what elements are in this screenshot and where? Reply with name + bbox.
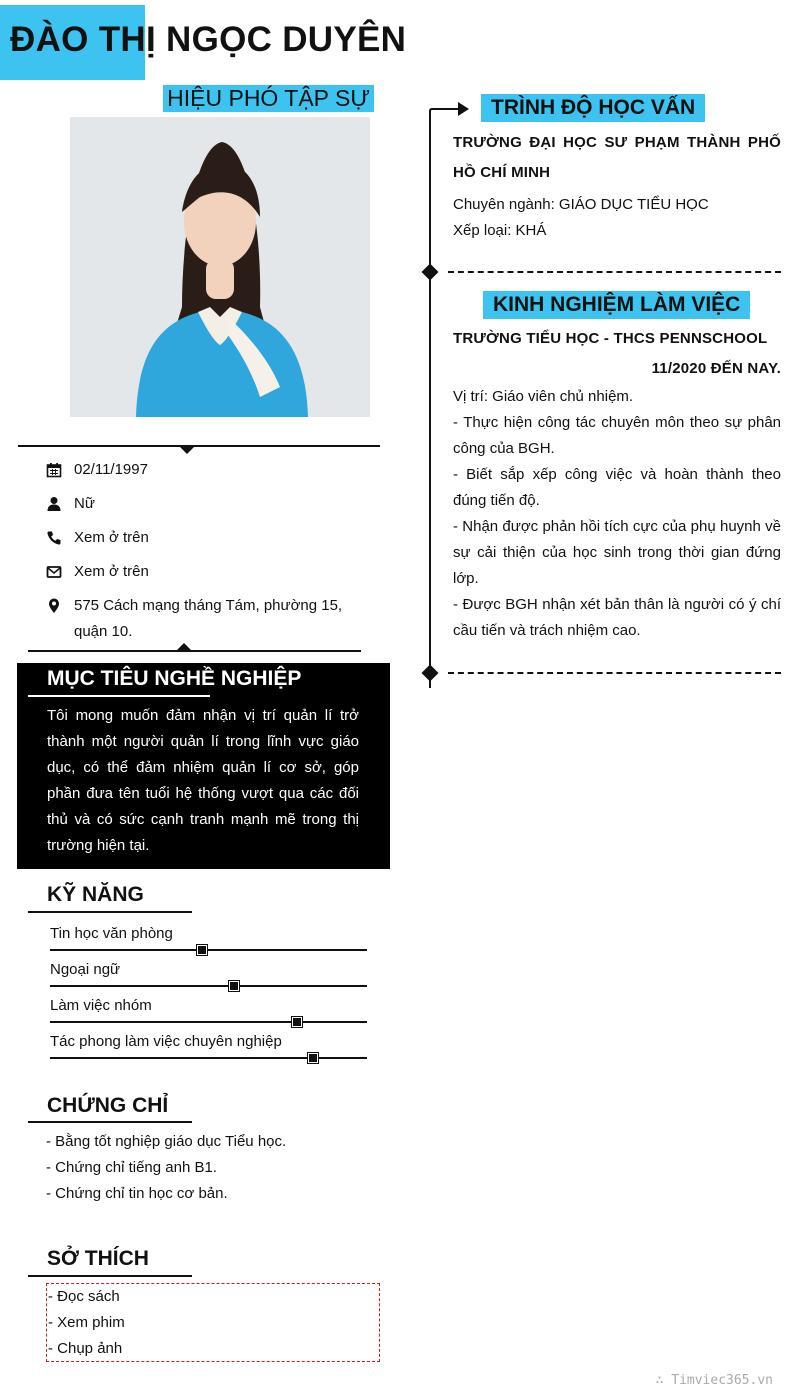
- hobby-item: - Chụp ảnh: [48, 1340, 123, 1357]
- caret-down-icon: [179, 446, 195, 454]
- education-title: TRÌNH ĐỘ HỌC VẤN: [481, 94, 705, 122]
- user-icon: [46, 496, 62, 512]
- career-goal-section: [17, 663, 390, 869]
- experience-line: - Được BGH nhận xét bản thân là người có ý chí cầu tiến và trách nhiệm cao.: [453, 596, 781, 639]
- skill-level-knob: [197, 945, 207, 955]
- timeline-diamond: [422, 665, 439, 682]
- experience-company: TRƯỜNG TIỂU HỌC - THCS PENNSCHOOL: [453, 330, 768, 347]
- skill-track: [50, 985, 367, 987]
- experience-line: - Biết sắp xếp công việc và hoàn thành theo đúng tiến độ.: [453, 466, 781, 509]
- career-goal-underline: [28, 695, 210, 697]
- section-divider: [448, 271, 781, 273]
- calendar-icon: [46, 462, 62, 478]
- experience-line: - Nhận được phản hồi tích cực của phụ huynh về sự cải thiện của học sinh trong thời gian đứng lớp.: [453, 518, 781, 587]
- phone-text: Xem ở trên: [74, 529, 149, 546]
- skills-underline: [28, 911, 192, 913]
- brand-watermark: ∴ Timviec365.vn: [655, 1373, 773, 1388]
- info-gender: [46, 491, 346, 517]
- certificates-underline: [28, 1121, 192, 1123]
- person-portrait-icon: [70, 117, 370, 417]
- hobby-item: - Xem phim: [48, 1314, 125, 1331]
- hobbies-box: [46, 1283, 380, 1362]
- birthday-text: 02/11/1997: [74, 461, 148, 478]
- certificate-item: - Chứng chỉ tiếng anh B1.: [46, 1159, 217, 1176]
- info-birthday: [46, 457, 346, 483]
- skill-label: Làm việc nhóm: [50, 997, 152, 1014]
- experience-line: - Thực hiện công tác chuyên môn theo sự phân công của BGH.: [453, 414, 781, 457]
- skill-label: Ngoại ngữ: [50, 961, 121, 978]
- skill-level-knob: [229, 981, 239, 991]
- profile-photo: [70, 117, 370, 417]
- career-goal-text: Tôi mong muốn đảm nhận vị trí quản lí trở thành một người quản lí trong lĩnh vực giáo dục, có thể đảm nhiệm quản lí cơ sở, góp phần đưa tên tuổi hệ thống vượt qua các đối thủ và có sức cạnh tranh mạnh mẽ trong thị trường hiện tại.: [47, 707, 359, 854]
- info-email: [46, 559, 346, 585]
- timeline-diamond: [422, 264, 439, 281]
- caret-up-icon: [176, 643, 192, 651]
- gender-text: Nữ: [74, 495, 95, 512]
- skill-track: [50, 1021, 367, 1023]
- education-grade: Xếp loại: KHÁ: [453, 222, 547, 239]
- divider-bottom: [28, 650, 361, 652]
- hobbies-title: SỞ THÍCH: [47, 1247, 149, 1270]
- info-phone: [46, 525, 346, 551]
- timeline-line: [429, 118, 431, 688]
- experience-period: 11/2020 ĐẾN NAY.: [651, 360, 781, 377]
- divider-top: [18, 445, 380, 447]
- skill-level-knob: [308, 1053, 318, 1063]
- email-text: Xem ở trên: [74, 563, 149, 580]
- hobbies-underline: [28, 1275, 192, 1277]
- experience-details: [453, 384, 781, 644]
- skill-label: Tin học văn phòng: [50, 925, 173, 942]
- skill-track: [50, 949, 367, 951]
- info-address: [46, 593, 346, 645]
- education-school: TRƯỜNG ĐẠI HỌC SƯ PHẠM THÀNH PHỐ HỒ CHÍ MINH: [453, 134, 781, 181]
- phone-icon: [46, 530, 62, 546]
- job-title: HIỆU PHÓ TẬP SỰ: [163, 85, 374, 112]
- skill-level-knob: [292, 1017, 302, 1027]
- address-text: 575 Cách mạng tháng Tám, phường 15, quận 10.: [74, 597, 343, 640]
- certificate-item: - Bằng tốt nghiệp giáo dục Tiểu học.: [46, 1133, 287, 1150]
- map-pin-icon: [46, 598, 62, 614]
- education-major: Chuyên ngành: GIÁO DỤC TIỂU HỌC: [453, 196, 709, 213]
- skill-label: Tác phong làm việc chuyên nghiệp: [50, 1033, 282, 1050]
- certificate-item: - Chứng chỉ tin học cơ bản.: [46, 1185, 228, 1202]
- skill-track: [50, 1057, 367, 1059]
- brand-text: Timviec365.vn: [671, 1373, 773, 1388]
- experience-line: Vị trí: Giáo viên chủ nhiệm.: [453, 388, 634, 405]
- career-goal-title: MỤC TIÊU NGHỀ NGHIỆP: [47, 667, 302, 690]
- skills-title: KỸ NĂNG: [47, 883, 144, 906]
- section-divider: [448, 672, 781, 674]
- hobby-item: - Đọc sách: [48, 1288, 120, 1305]
- experience-title: KINH NGHIỆM LÀM VIỆC: [483, 291, 750, 319]
- arrow-right-icon: [428, 98, 472, 122]
- envelope-icon: [46, 564, 62, 580]
- candidate-name: ĐÀO THỊ NGỌC DUYÊN: [10, 20, 407, 59]
- certificates-title: CHỨNG CHỈ: [47, 1094, 169, 1117]
